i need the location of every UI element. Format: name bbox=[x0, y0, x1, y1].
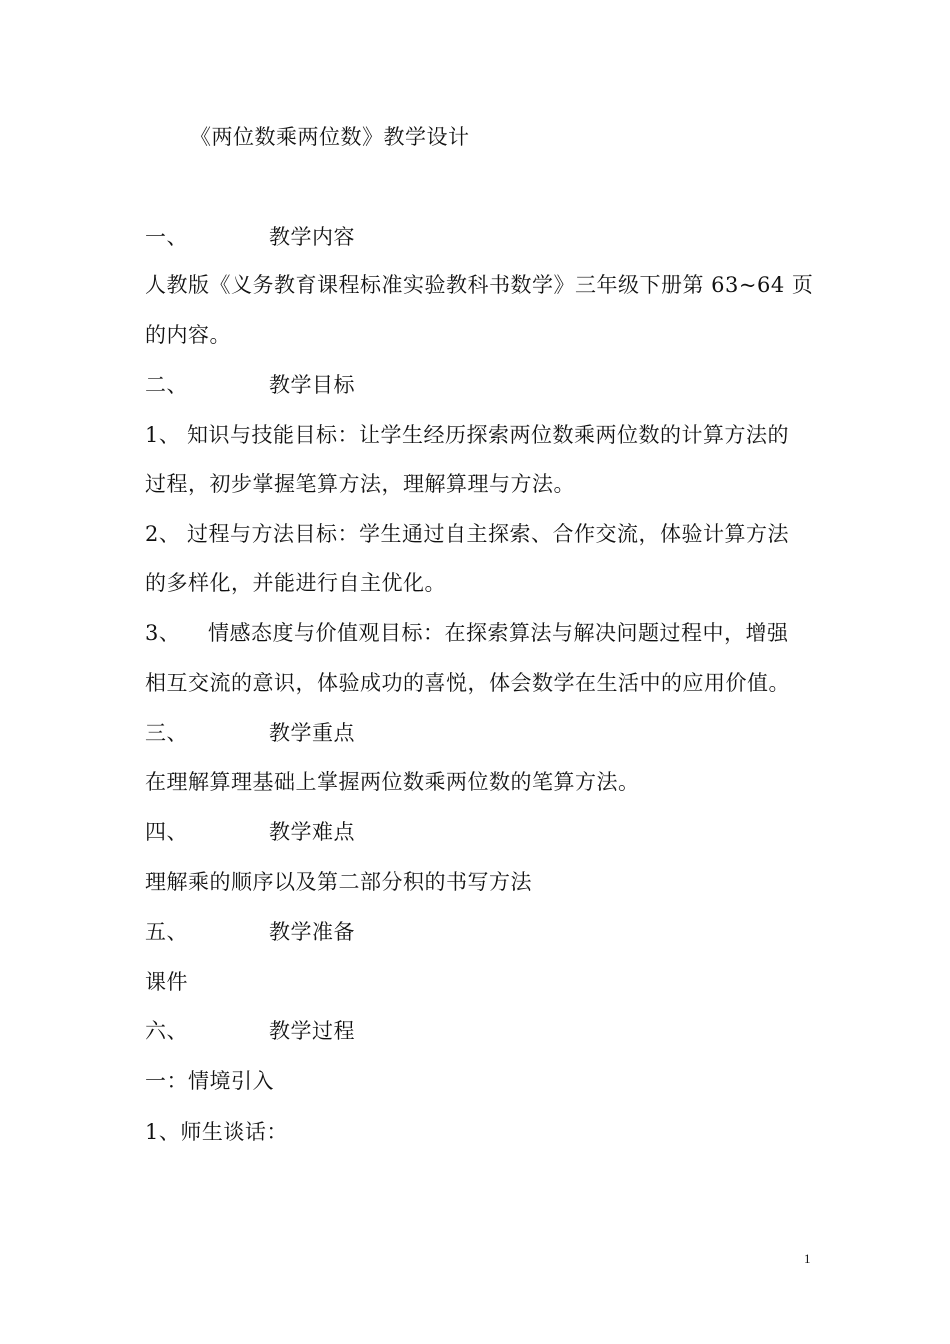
section-number: 六、 bbox=[145, 1019, 188, 1043]
section-title: 教学内容 bbox=[269, 225, 355, 249]
process-step-heading: 一：情境引入 bbox=[145, 1069, 274, 1093]
section-number: 一、 bbox=[145, 225, 188, 249]
goal-item-1-continuation: 过程，初步掌握笔算方法，理解算理与方法。 bbox=[145, 472, 575, 496]
section-number: 三、 bbox=[145, 721, 188, 745]
section-heading-3 bbox=[145, 718, 355, 748]
section-title: 教学准备 bbox=[269, 920, 355, 944]
content-text-line-2: 的内容。 bbox=[145, 323, 231, 347]
goal-item-3 bbox=[145, 618, 789, 648]
section-number: 二、 bbox=[145, 373, 188, 397]
section-heading-4 bbox=[145, 817, 355, 847]
content-text-line-1: 人教版《义务教育课程标准实验教科书数学》三年级下册第 63~64 页 bbox=[145, 273, 814, 297]
document-title: 《两位数乘两位数》教学设计 bbox=[190, 125, 470, 149]
preparation-text: 课件 bbox=[145, 970, 188, 994]
section-title: 教学目标 bbox=[269, 373, 355, 397]
page-number: 1 bbox=[804, 1251, 811, 1266]
goal-text: 知识与技能目标：让学生经历探索两位数乘两位数的计算方法的 bbox=[187, 423, 789, 447]
section-heading-6 bbox=[145, 1016, 355, 1046]
difficulty-text: 理解乘的顺序以及第二部分积的书写方法 bbox=[145, 870, 532, 894]
goal-number: 3、 bbox=[145, 621, 181, 645]
key-point-text: 在理解算理基础上掌握两位数乘两位数的笔算方法。 bbox=[145, 770, 640, 794]
goal-item-2 bbox=[145, 519, 789, 549]
section-number: 五、 bbox=[145, 920, 188, 944]
section-title: 教学过程 bbox=[269, 1019, 355, 1043]
goal-text: 情感态度与价值观目标：在探索算法与解决问题过程中，增强 bbox=[208, 621, 789, 645]
section-title: 教学重点 bbox=[269, 721, 355, 745]
section-heading-1 bbox=[145, 222, 355, 252]
section-heading-2 bbox=[145, 370, 355, 400]
goal-text: 过程与方法目标：学生通过自主探索、合作交流，体验计算方法 bbox=[187, 522, 789, 546]
section-number: 四、 bbox=[145, 820, 188, 844]
goal-item-1 bbox=[145, 420, 789, 450]
goal-number: 2、 bbox=[145, 522, 181, 546]
section-heading-5 bbox=[145, 917, 355, 947]
goal-item-2-continuation: 的多样化，并能进行自主优化。 bbox=[145, 571, 446, 595]
process-step-item: 1、师生谈话： bbox=[145, 1120, 288, 1144]
section-title: 教学难点 bbox=[269, 820, 355, 844]
goal-item-3-continuation: 相互交流的意识，体验成功的喜悦，体会数学在生活中的应用价值。 bbox=[145, 671, 790, 695]
goal-number: 1、 bbox=[145, 423, 181, 447]
